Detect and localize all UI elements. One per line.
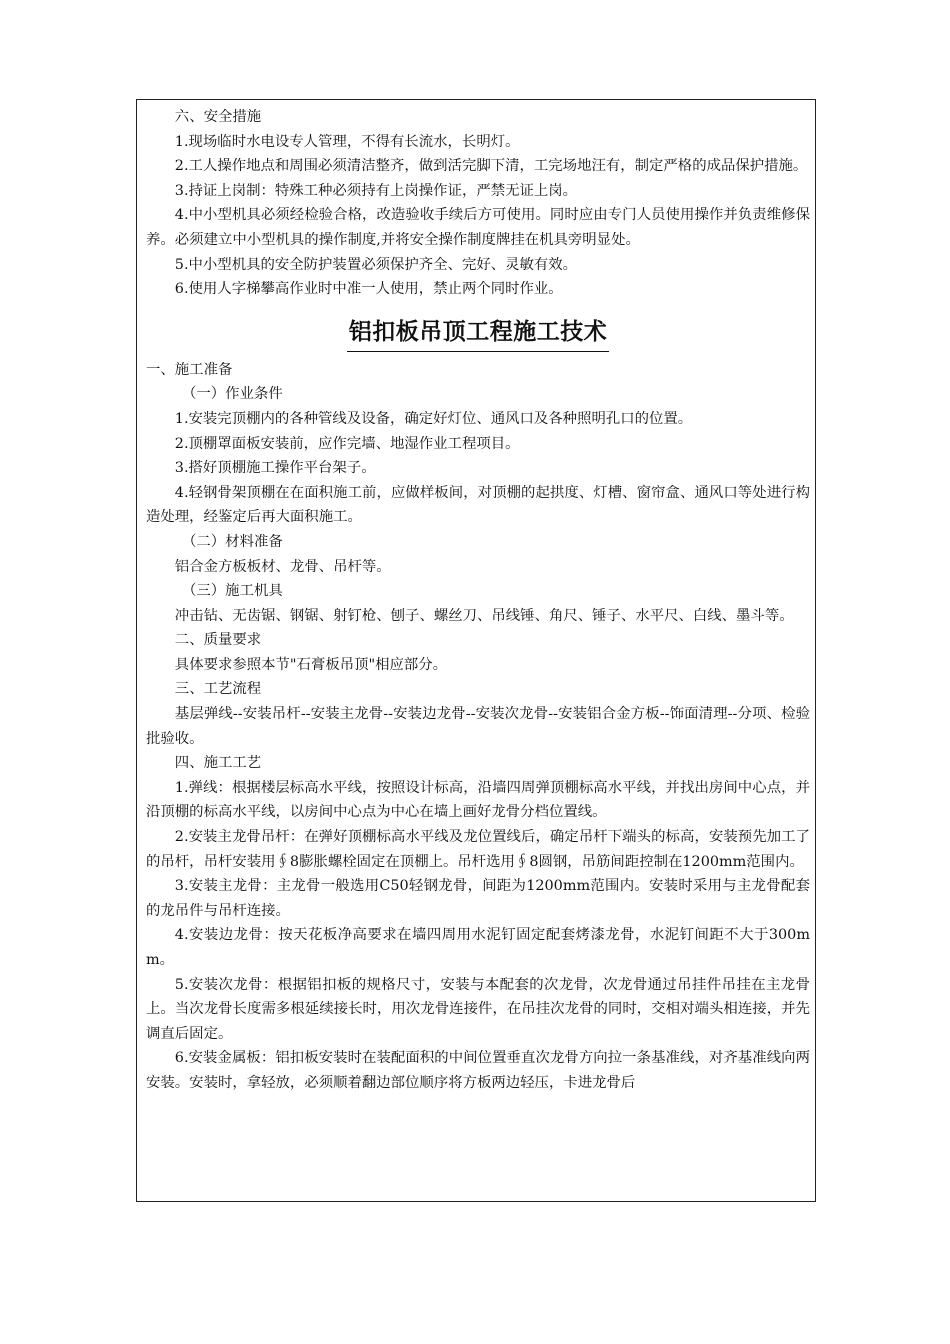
subsection-heading: （一）作业条件 [182, 386, 283, 403]
paragraph: 1.安装完顶棚内的各种管线及设备，确定好灯位、通风口及各种照明孔口的位置。 [174, 410, 693, 427]
paragraph: 2.安装主龙骨吊杆：在弹好顶棚标高水平线及龙位置线后，确定吊杆下端头的标高，安装预先加工了的吊杆，吊杆安装用∮8膨胀螺栓固定在顶棚上。吊杆选用∮8圆钢，吊筋间距控制在1200mm范围内。 [146, 829, 810, 870]
section-heading-prep: 一、施工准备 [146, 361, 233, 378]
subsection-heading: （三）施工机具 [182, 583, 283, 600]
section-heading-flow: 三、工艺流程 [174, 681, 262, 698]
paragraph: 4.安装边龙骨：按天花板净高要求在墙四周用水泥钉固定配套烤漆龙骨，水泥钉间距不大于300mm。 [146, 927, 810, 968]
paragraph: 基层弹线--安装吊杆--安装主龙骨--安装边龙骨--安装次龙骨--安装铝合金方板--饰面清理--分项、检验批验收。 [146, 706, 810, 747]
paragraph: 5.安装次龙骨：根据铝扣板的规格尺寸，安装与本配套的次龙骨，次龙骨通过吊挂件吊挂在主龙骨上。当次龙骨长度需多根延续接长时，用次龙骨连接件，在吊挂次龙骨的同时，交相对端头相连接，并先调直后固定。 [146, 976, 810, 1042]
paragraph: 3.持证上岗制：特殊工种必须持有上岗操作证，严禁无证上岗。 [174, 182, 578, 199]
paragraph: 4.中小型机具必须经检验合格，改造验收手续后方可使用。同时应由专门人员使用操作并负责维修保养。必须建立中小型机具的操作制度,并将安全操作制度牌挂在机具旁明显处。 [146, 207, 810, 248]
title-block [146, 315, 810, 352]
paragraph: 2.顶棚罩面板安装前，应作完墙、地湿作业工程项目。 [174, 435, 520, 452]
paragraph: 具体要求参照本节"石膏板吊顶"相应部分。 [174, 656, 448, 673]
paragraph: 冲击钻、无齿锯、钢锯、射钉枪、刨子、螺丝刀、吊线锤、角尺、锤子、水平尺、白线、墨斗等。 [174, 607, 794, 624]
document-title: 铝扣板吊顶工程施工技术 [347, 315, 610, 352]
paragraph: 5.中小型机具的安全防护装置必须保护齐全、完好、灵敏有效。 [174, 256, 578, 273]
document-frame [136, 99, 816, 1202]
paragraph: 4.轻钢骨架顶棚在在面积施工前，应做样板间，对顶棚的起拱度、灯槽、窗帘盒、通风口等处进行构造处理，经鉴定后再大面积施工。 [146, 484, 810, 526]
paragraph: 2.工人操作地点和周围必须清洁整齐，做到活完脚下清，工完场地汪有，制定严格的成品保护措施。 [174, 158, 808, 175]
paragraph: 1.现场临时水电设专人管理，不得有长流水，长明灯。 [174, 133, 520, 150]
document-body [137, 100, 815, 1096]
subsection-heading: （二）材料准备 [182, 533, 283, 550]
section-heading-process: 四、施工工艺 [174, 755, 262, 772]
paragraph: 3.安装主龙骨：主龙骨一般选用C50轻钢龙骨，间距为1200mm范围内。安装时采用与主龙骨配套的龙吊件与吊杆连接。 [146, 878, 810, 919]
paragraph: 6.安装金属板：铝扣板安装时在装配面积的中间位置垂直次龙骨方向拉一条基准线，对齐基准线向两安装。安装时，拿轻放，必须顺着翻边部位顺序将方板两边轻压，卡进龙骨后 [146, 1050, 810, 1091]
paragraph: 3.搭好顶棚施工操作平台架子。 [174, 460, 376, 477]
section-heading-quality: 二、质量要求 [174, 632, 262, 649]
section-heading-safety: 六、安全措施 [174, 109, 262, 125]
paragraph: 1.弹线：根据楼层标高水平线，按照设计标高，沿墙四周弹顶棚标高水平线，并找出房间中心点，并沿顶棚的标高水平线，以房间中心点为中心在墙上画好龙骨分档位置线。 [146, 779, 810, 821]
paragraph: 6.使用人字梯攀高作业时中准一人使用，禁止两个同时作业。 [174, 281, 563, 298]
paragraph: 铝合金方板板材、龙骨、吊杆等。 [174, 558, 391, 575]
